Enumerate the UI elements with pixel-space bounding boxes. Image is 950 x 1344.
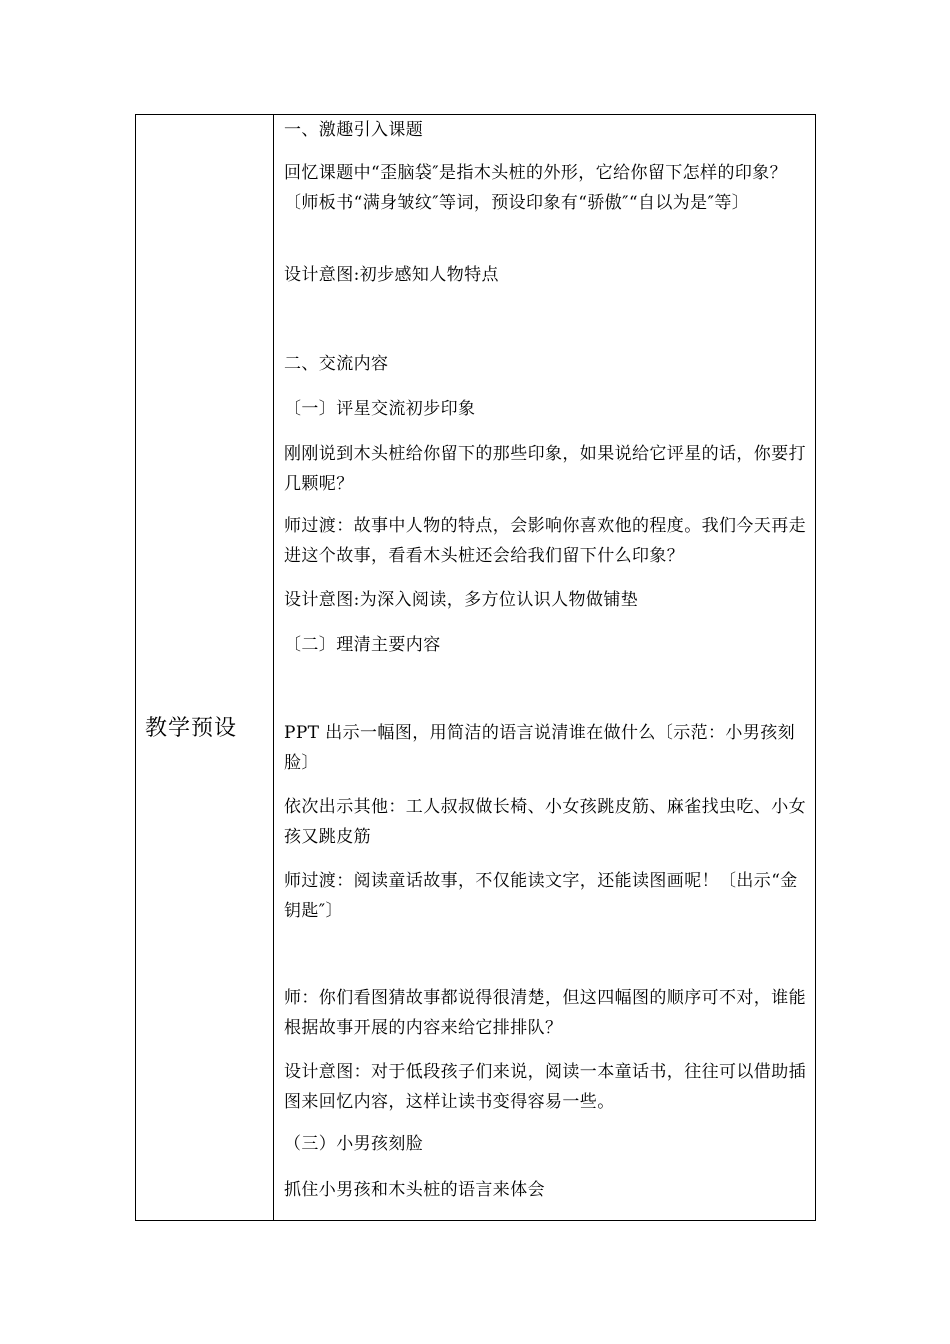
content-cell xyxy=(274,115,815,1220)
design-intent: 设计意图:初步感知人物特点 xyxy=(284,265,499,285)
design-intent: 设计意图：对于低段孩子们来说，阅读一本童话书，往往可以借助插图来回忆内容，这样让读书变得容易一些。 xyxy=(284,1062,806,1112)
row-label-cell xyxy=(136,115,274,1220)
subsection-heading: 〔一〕评星交流初步印象 xyxy=(284,399,476,419)
paragraph: 依次出示其他：工人叔叔做长椅、小女孩跳皮筋、麻雀找虫吃、小女孩又跳皮筋 xyxy=(284,797,806,847)
paragraph: 抓住小男孩和木头桩的语言来体会 xyxy=(284,1180,545,1200)
paragraph: PPT 出示一幅图，用简洁的语言说清谁在做什么〔示范：小男孩刻脸〕 xyxy=(284,723,796,773)
paragraph: 师过渡：故事中人物的特点，会影响你喜欢他的程度。我们今天再走进这个故事，看看木头桩还会给我们留下什么印象？ xyxy=(284,516,806,566)
paragraph: 回忆课题中“歪脑袋″是指木头桩的外形，它给你留下怎样的印象？〔师板书“满身皱纹″等词，预设印象有“骄傲″“自以为是″等〕 xyxy=(284,163,788,213)
section-heading: 二、交流内容 xyxy=(284,354,389,374)
paragraph: 师：你们看图猜故事都说得很清楚，但这四幅图的顺序可不对，谁能根据故事开展的内容来给它排排队？ xyxy=(284,988,806,1038)
paragraph: 师过渡：阅读童话故事，不仅能读文字，还能读图画呢！〔出示“金钥匙″〕 xyxy=(284,871,798,921)
section-heading: 一、激趣引入课题 xyxy=(284,120,424,140)
design-intent: 设计意图:为深入阅读，多方位认识人物做铺垫 xyxy=(284,590,639,610)
subsection-heading: 〔二〕理清主要内容 xyxy=(284,635,441,655)
paragraph: 刚刚说到木头桩给你留下的那些印象，如果说给它评星的话，你要打几颗呢？ xyxy=(284,444,806,494)
lesson-table xyxy=(135,114,816,1221)
subsection-heading: （三）小男孩刻脸 xyxy=(284,1134,424,1154)
row-label: 教学预设 xyxy=(145,716,238,741)
